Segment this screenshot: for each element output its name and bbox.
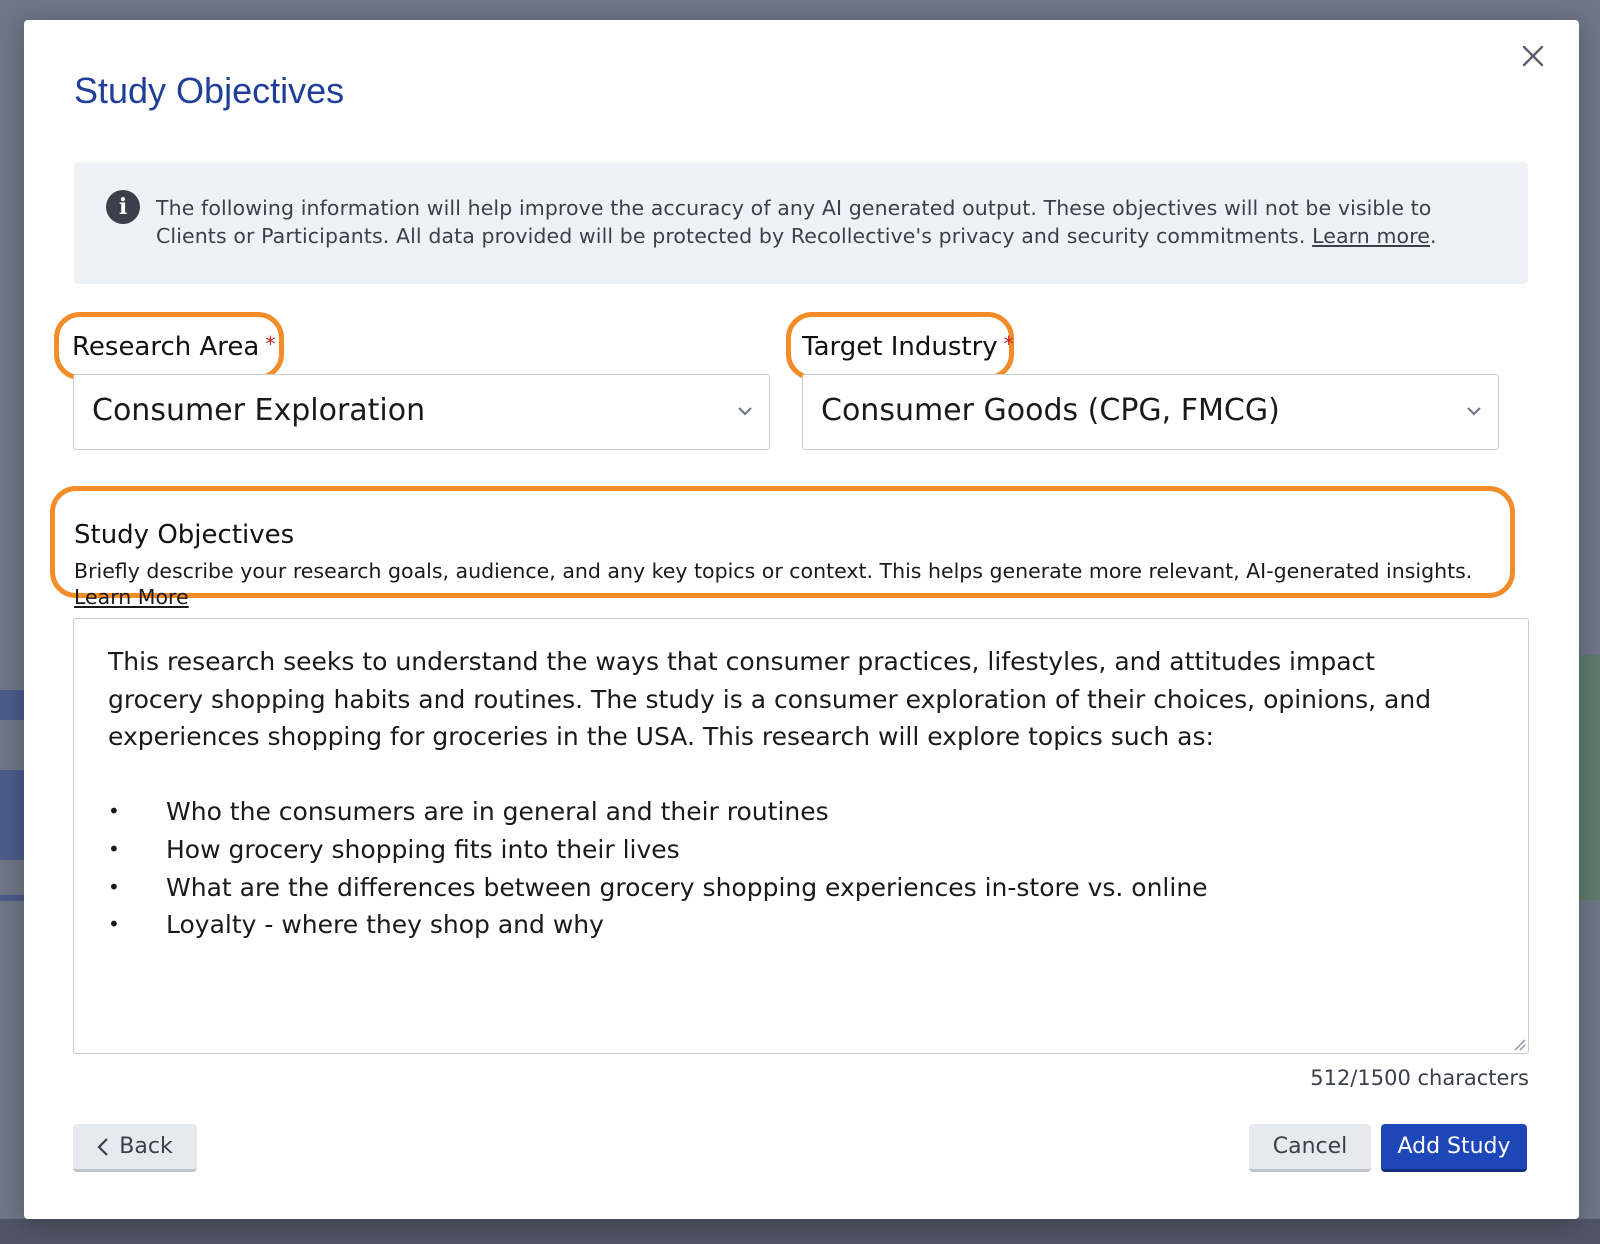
resize-handle-icon[interactable] xyxy=(1512,1037,1526,1051)
add-study-button[interactable]: Add Study xyxy=(1381,1124,1527,1172)
research-area-label-text: Research Area xyxy=(72,332,260,362)
background-panel xyxy=(0,690,24,720)
back-button[interactable] xyxy=(73,1124,197,1172)
objectives-paragraph: This research seeks to understand the ways that consumer practices, lifestyles, and attitudes impact grocery shopping habits and routines. The study is a consumer exploration of their choices, opinions, and experiences shopping for groceries in the USA. This research will explore topics such as: xyxy=(108,647,1432,751)
list-item-text: How grocery shopping fits into their lives xyxy=(166,834,680,864)
chevron-down-icon xyxy=(1464,401,1484,421)
objectives-bullet-list xyxy=(108,793,1448,944)
info-trailing: . xyxy=(1430,224,1437,248)
list-item xyxy=(108,869,1448,907)
modal-title: Study Objectives xyxy=(74,70,345,111)
info-banner xyxy=(74,162,1528,284)
research-area-select[interactable] xyxy=(73,374,770,450)
study-objectives-textarea[interactable] xyxy=(73,618,1529,1054)
bullet: • xyxy=(108,799,120,823)
learn-more-link[interactable]: Learn more xyxy=(1312,224,1430,248)
list-item-text: Loyalty - where they shop and why xyxy=(166,910,604,940)
character-count: 512/1500 characters xyxy=(1310,1066,1529,1090)
bullet: • xyxy=(108,912,120,937)
help-text: Briefly describe your research goals, audience, and any key topics or context. This helps generate more relevant, AI-generated insights. xyxy=(74,559,1473,583)
close-icon xyxy=(1521,44,1545,68)
bullet: • xyxy=(108,836,120,861)
learn-more-link[interactable]: Learn More xyxy=(74,585,189,609)
study-objectives-modal xyxy=(24,20,1579,1219)
info-message: The following information will help improve the accuracy of any AI generated output. These objectives will not be visible to Clients or Participants. All data provided will be protected by Recollective's privacy and security commitments. xyxy=(156,196,1432,248)
study-objectives-label: Study Objectives xyxy=(74,520,295,550)
background-panel xyxy=(0,770,24,860)
list-item xyxy=(108,906,1448,944)
research-area-label xyxy=(72,332,275,362)
target-industry-label-text: Target Industry xyxy=(802,332,998,362)
research-area-value: Consumer Exploration xyxy=(92,393,426,428)
target-industry-label xyxy=(802,332,1014,362)
background-strip xyxy=(0,1219,1600,1244)
background-image xyxy=(1579,655,1600,900)
back-button-label: Back xyxy=(119,1134,173,1159)
list-item-text: Who the consumers are in general and their routines xyxy=(166,797,829,826)
info-icon: i xyxy=(106,190,140,224)
list-item-text: What are the differences between grocery shopping experiences in-store vs. online xyxy=(166,872,1208,902)
close-button[interactable] xyxy=(1515,38,1551,74)
list-item xyxy=(108,831,1448,869)
required-mark: * xyxy=(1003,332,1014,356)
background-panel xyxy=(0,895,24,901)
study-objectives-help xyxy=(74,558,1474,610)
chevron-down-icon xyxy=(735,401,755,421)
chevron-left-icon xyxy=(97,1137,109,1157)
target-industry-select[interactable] xyxy=(802,374,1499,450)
bullet: • xyxy=(108,874,120,899)
target-industry-value: Consumer Goods (CPG, FMCG) xyxy=(821,393,1280,428)
required-mark: * xyxy=(265,332,276,356)
cancel-button[interactable]: Cancel xyxy=(1249,1124,1371,1172)
info-text xyxy=(156,194,1496,250)
list-item xyxy=(108,793,1448,831)
